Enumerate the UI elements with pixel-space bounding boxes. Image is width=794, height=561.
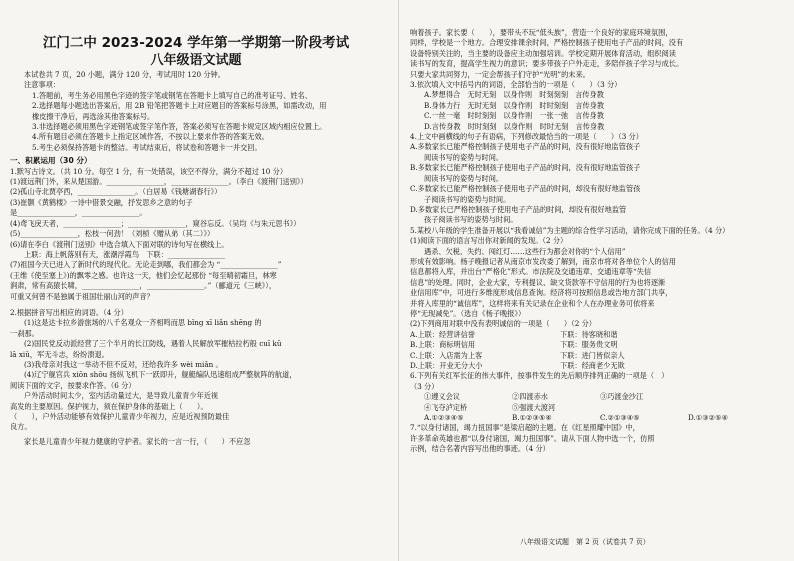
- q1-item: 可重又何曾不是独属于祖国壮丽山河的声音？: [10, 291, 154, 301]
- q6-events: [410, 392, 782, 402]
- q6-event: ④飞夺泸定桥: [424, 402, 468, 412]
- q5-option: [410, 330, 782, 340]
- q5-passage-line: 形成有效影响。杨子晚报记者从南京市发改委了解到，南京市将对各单位个人的信用: [410, 256, 676, 266]
- q6-score: （3 分）: [410, 381, 439, 391]
- q5-upper: A.上联：经营讲信誉: [410, 329, 475, 339]
- section-heading: 一、积累运用（30 分）: [10, 156, 92, 166]
- q5-passage-line: 遇杀、欠税、失约、闯红灯……这些行为都会对你的“个人信用”: [424, 246, 626, 256]
- notice-line: 5.考生必须保持答题卡的整洁。考试结束后，将试卷和答题卡一并交回。: [32, 142, 262, 152]
- q2-item: (1)这是达卡拉乡游旅场的八千名观众一齐相鸣而思 bǐng xī liǎn shēng 的: [24, 318, 262, 328]
- q2-item: 一刹那。: [10, 328, 39, 338]
- q5-option: [410, 361, 782, 371]
- q5-upper: C.上联：入店需为上客: [410, 350, 483, 360]
- q4-option: B.多数家长已能严格控制孩子使用电子产品的时间，没有很好地监管孩子: [410, 163, 641, 173]
- q1-item: (2)孤山寺北贾亭西，________________。（白居易《钱塘湖春行》）: [10, 187, 222, 197]
- q3-option: B.身体力行 无时无刻 以身作则 时时刻刻 言传身教: [424, 100, 605, 110]
- q6-event: ①遵义会议: [424, 392, 460, 402]
- q5-passage-line: 信息都将入库，并出台“严格化”形式。市法院及交通违章、交通违章等“失信: [410, 267, 652, 277]
- q5-passage-line: 信息”的处理。同时，企业大家，专利提议、缺文货款等不守信用的行为也将逐渐: [410, 277, 666, 287]
- notice-line: 2.选择题每小题选出答案后，用 2B 铅笔把答题卡上对应题目的答案标号涂黑，如需改动，用: [32, 101, 327, 111]
- question-2-head: 2.根据拼音写出相应的词语。（4 分）: [10, 307, 128, 317]
- question-6-head: 6.下列有关红军长征的伟大事件，按事件发生的先后顺序排列正确的一项是（ ）: [410, 371, 669, 381]
- q3-option: C.一丝一毫 时时刻刻 以身作则 一张一弛 言传身教: [424, 111, 605, 121]
- q5-upper: D.上联：开业无分大小: [410, 361, 483, 370]
- notice-line: 3.非选择题必须用黑色字迹钢笔或签字笔作答，答案必须写在答题卡规定区域内相应位置上。: [32, 122, 327, 132]
- passage-line: 设备特别关注的，当主要的设备应主动加强培训。学校定期开展体育活动，组织阅读: [410, 48, 676, 58]
- question-7-line: 7.“以身付诸国，竭力扭国事”是梁启超的主题。在《红星照耀中国》中，: [410, 423, 640, 433]
- q4-option: 子阅读书写的姿势与时间。: [424, 194, 511, 204]
- right-column: [410, 28, 782, 455]
- q2-item: (3)我母亲对我这一举动不但不反对，还给我许多 wèi miǎn 。: [24, 359, 223, 369]
- q4-option: 阅读书写的姿势与时间。: [424, 152, 504, 162]
- question-4-head: 4.上文中画横线的句子有语病，下列修改最恰当的一项是（ ）（3 分）: [410, 132, 643, 142]
- q5-upper: B.上联：商标明信用: [410, 340, 476, 350]
- passage-line: 高发的主要原因。保护视力，须在保护身体的基础上（ ）。: [10, 401, 208, 411]
- passage-line: 响着孩子。家长要（ ），要带头不玩“低头族”，营造一个良好的家庭环境氛围，: [410, 28, 673, 37]
- q2-item: lā xiǔ，军无斗志，纷纷溃退。: [10, 349, 109, 359]
- q2-item: (2)国民党反动派经营了三个半月的长江防线，遇着人民解放军摧枯拉朽般 cuī kū: [24, 339, 282, 349]
- exam-title: 江门二中 2023-2024 学年第一学期第一阶段考试: [42, 35, 350, 51]
- q5-sub-2: (2)下列商用对联中没有表明诚信的一项是（ ）（2 分）: [410, 319, 596, 329]
- passage-line: （ ），户外活动能够有效保护儿童青少年视力，应是近视预防最佳: [10, 412, 230, 421]
- q1-item: (1)渡远荆门外，来从楚国游。________________，________________。（李白《渡荆门送别》）: [10, 177, 308, 187]
- notice-line: 橡皮擦干净后，再选涂其他答案标号。: [32, 111, 155, 121]
- q1-item: 涧肃，常有高猿长啸，________________，________________。”（郦道元《三峡》），: [10, 281, 277, 291]
- passage-line: 良方。: [10, 422, 32, 432]
- q6-option: A.①②③④⑤: [424, 413, 464, 423]
- q4-option: D.多数家长已严格控制孩子使用电子产品的时间，却没有很好地监管: [410, 204, 627, 214]
- q5-passage-line: 并将入库里的“诚信库”，这样将来有关记录在企业和个人在办理业务可依将来: [410, 298, 655, 308]
- q5-lower: 下联：服务贵文明: [560, 340, 618, 350]
- passage-line: 只要大家共同努力，一定会帮孩子们守护“光明”的未来。: [410, 69, 590, 79]
- passage-line: 户外活动时间太少，室内活动量过大，是导致儿童青少年近视: [24, 391, 219, 401]
- q4-option: A.多数家长已能严格控制孩子使用电子产品的时间，没有很好地监管孩子: [410, 142, 641, 152]
- q6-option: B.①②③⑤④: [512, 413, 552, 423]
- question-7-line: 示例，结合名著内容写出他的事迹。（4 分）: [410, 444, 550, 454]
- q6-option: C.②①③④⑤: [600, 413, 640, 423]
- q5-lower: 下联：进门皆似亲人: [560, 350, 625, 360]
- q3-option: D.言传身教 时时刻刻 以身作则 时时无刻 言传身教: [424, 121, 605, 131]
- q1-item: (王维《使至塞上》)的飘零之感。也许这一天，他们会忆起那份 “每至晴初霜旦，林寒: [10, 270, 277, 280]
- q6-event: ③巧渡金沙江: [600, 392, 644, 402]
- q1-item: (7)祖国今天已进入了新时代的现代化。无论走到哪，我们都会为 “________________”: [10, 260, 282, 270]
- q1-item: 上联：海上帆落别有天，涨潮浮霞鸟 下联：________________: [24, 249, 226, 259]
- q4-option: 孩子阅读书写的姿势与时间。: [424, 215, 518, 225]
- q5-passage-line: 停“无现减免”。（选自《杨子晚报》）: [410, 308, 526, 318]
- question-3-head: 3.依次填入文中括号内的词语，全部恰当的一项是（ ）（3 分）: [410, 80, 622, 90]
- question-5-head: 5.某校八年级的学生准备开展以“我看诚信”为主题的综合性学习活动，请你完成下面的任务。（4 分）: [410, 225, 730, 235]
- q1-item: 是________________，________________。: [10, 208, 147, 218]
- q5-option: [410, 351, 782, 361]
- q6-option: D.①③②⑤④: [688, 413, 729, 423]
- q1-item: (5)________________，松枝一何劲！（刘桢《赠从弟（其二）》）: [10, 229, 215, 239]
- notice-heading: 注意事项：: [24, 80, 60, 90]
- exam-intro: 本试卷共 7 页，20 小题，满分 120 分，考试用时 120 分钟。: [24, 70, 225, 79]
- q1-item: (6)请在李白《渡荆门送别》中选合填入下面对联的诗句写在横线上。: [10, 239, 229, 249]
- q1-item: (4)鸢飞戾天者，________________；________________，窥谷忘反。（吴均《与朱元思书》）: [10, 218, 301, 228]
- question-1-head: 1.默写古诗文。（共 10 分。每空 1 分，有一处错误，该空不得分，满分不超过 10 分）: [10, 166, 288, 176]
- passage-line: 读书写的发育，提高学生视力的意识；要多带孩子户外走走，多陪伴孩子学习与成长。: [410, 59, 684, 69]
- notice-line: 1.答题前，考生务必用黑色字迹的签字笔或钢笔在答题卡上填写自己的准考证号、姓名、: [32, 90, 312, 100]
- q5-lower: 下联：经商老少无欺: [560, 361, 625, 370]
- page-footer: 八年级语文试题 第 2 页（试卷共 7 页）: [520, 538, 650, 546]
- q4-option: C.多数家长已能严格控制孩子使用电子产品的时间，却没有很好地监管孩: [410, 184, 641, 194]
- q2-item: (4)辽宁舰官兵 xiōn shōu 扬纵飞机下一跃即升，舰艇编队迅速组成严整航阵的航道，: [24, 370, 297, 380]
- q2-item: 阅读下面的文字，按要求作答。（6 分）: [10, 380, 136, 390]
- q6-event: ⑤强渡大渡河: [512, 402, 556, 412]
- question-7-line: 许多革命英雄也都“以身付诸国，竭力扭国事”。请从下面人物中选一个，仿照: [410, 433, 655, 443]
- page-fold-line: [398, 0, 399, 561]
- passage-line: 同样，学校是一个地方。合理安排课余时间，严格控制孩子使用电子产品的时间，没有: [410, 38, 684, 48]
- q3-option: A.梦想得合 无时无刻 以身作则 时刻刻刻 言传身教: [424, 90, 604, 100]
- q1-item: (3)崔颢《黄鹤楼》一诗中借景交融，抒发思乡之意的句子: [10, 197, 193, 207]
- passage-line: 家长是儿童青少年视力健康的守护者。家长的一言一行，（ ）不应忽: [24, 436, 251, 446]
- left-column: [10, 0, 382, 447]
- q5-sub-1: (1)阅读下面的语言写出你对新闻的发现。（2 分）: [410, 236, 568, 246]
- q4-option: 阅读书写的姿势与时间。: [424, 173, 504, 183]
- q6-events: [410, 403, 782, 413]
- q5-lower: 下联：待客晓和谐: [560, 329, 618, 339]
- notice-line: 4.所有题目必须在答题卡上指定区域作答，不按以上要求作答的答案无效。: [32, 132, 269, 142]
- q6-event: ②四渡赤水: [512, 392, 548, 402]
- q6-options: [410, 413, 782, 423]
- q5-passage-line: 业信用库”中，可进行多维度形成信息查询。经济将可按照信息或告地方部门共享，: [410, 288, 673, 298]
- exam-subtitle: 八年级语文试题: [150, 53, 242, 68]
- q5-option: [410, 340, 782, 350]
